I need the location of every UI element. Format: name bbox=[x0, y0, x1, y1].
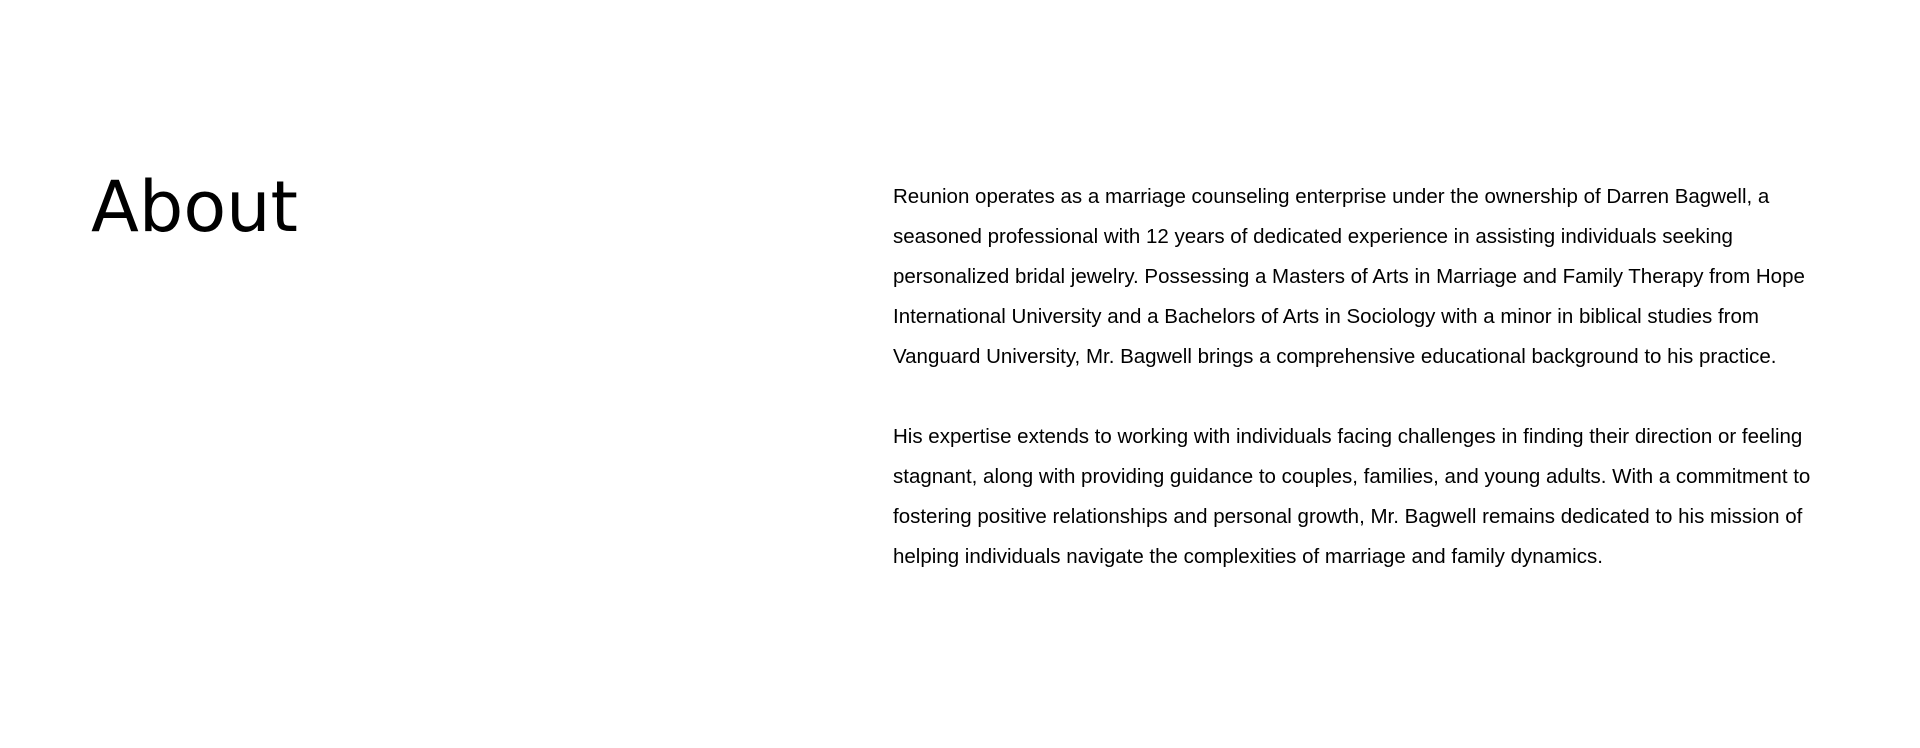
section-title: About bbox=[91, 166, 298, 248]
about-body bbox=[893, 177, 1833, 577]
about-paragraph-1: Reunion operates as a marriage counseling enterprise under the ownership of Darren Bagwell, a seasoned professional with 12 years of dedicated experience in assisting individuals seeking personalized bridal jewelry. Possessing a Masters of Arts in Marriage and Family Therapy from Hope International University and a Bachelors of Arts in Sociology with a minor in biblical studies from Vanguard University, Mr. Bagwell brings a comprehensive educational background to his practice. bbox=[893, 185, 1805, 368]
about-paragraph-2: His expertise extends to working with individuals facing challenges in finding their direction or feeling stagnant, along with providing guidance to couples, families, and young adults. With a commitment to fostering positive relationships and personal growth, Mr. Bagwell remains dedicated to his mission of helping individuals navigate the complexities of marriage and family dynamics. bbox=[893, 425, 1811, 568]
